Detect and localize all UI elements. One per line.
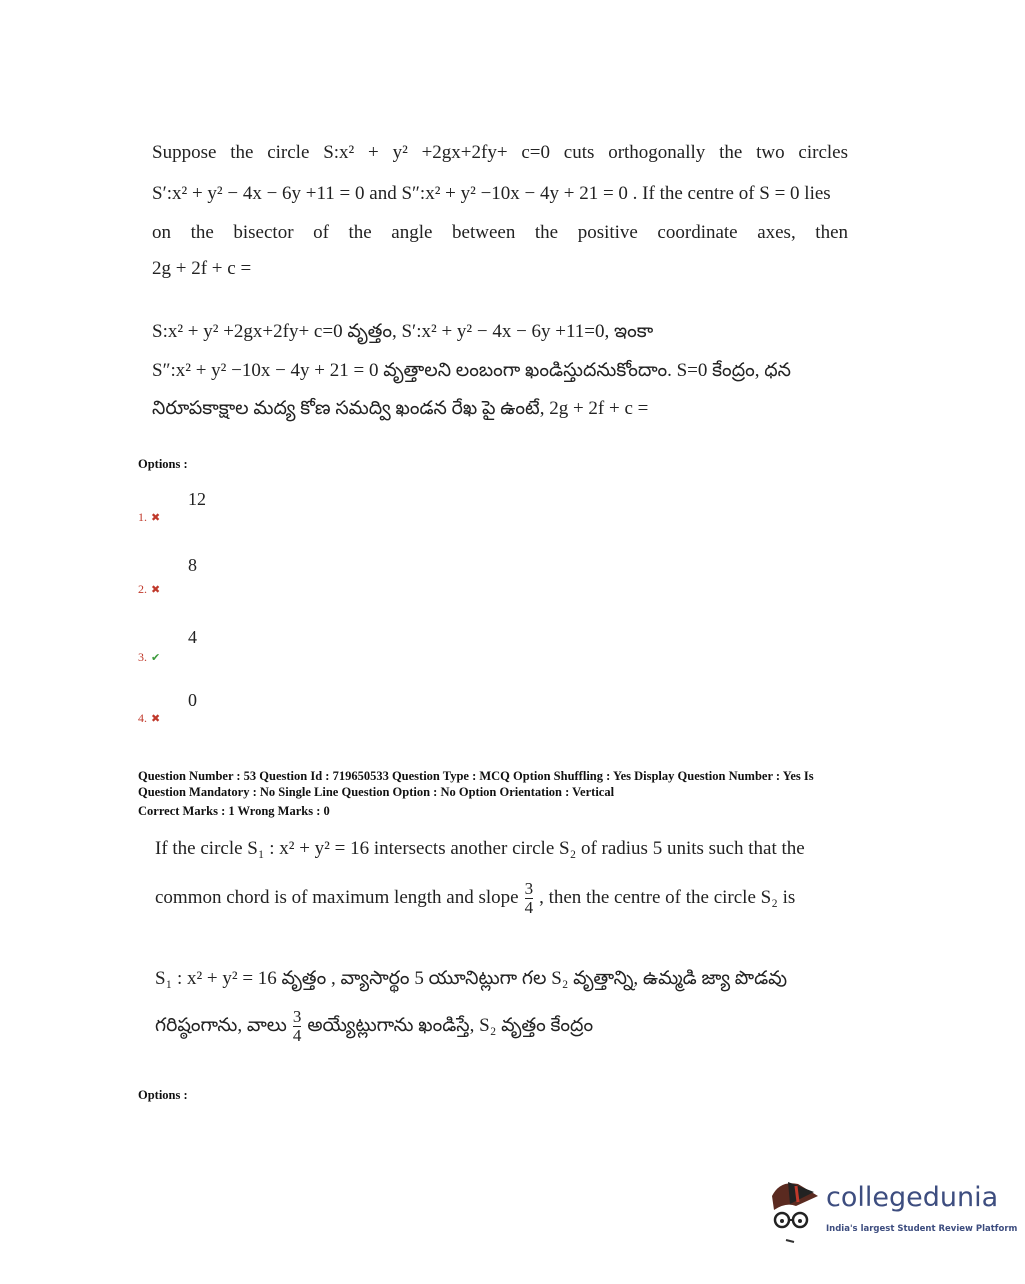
q2-english-line bbox=[155, 880, 795, 917]
option-number: 3. bbox=[138, 650, 147, 664]
brand-tagline: India's largest Student Review Platform bbox=[826, 1224, 1018, 1234]
fraction bbox=[293, 1008, 302, 1045]
option-3[interactable] bbox=[138, 650, 160, 665]
fraction bbox=[525, 880, 534, 917]
q2-text: గరిష్ఠంగాను, వాలు bbox=[155, 1014, 287, 1036]
options-label: Options : bbox=[138, 457, 188, 471]
option-value: 12 bbox=[188, 489, 206, 509]
collegedunia-logo bbox=[766, 1176, 1018, 1246]
q2-telugu-line bbox=[155, 1008, 593, 1045]
wrong-icon: ✖ bbox=[151, 512, 161, 524]
question-meta: Question Number : 53 Question Id : 719650533 Question Type : MCQ Option Shuffling : Yes Display Question Number : Yes Is bbox=[138, 769, 814, 783]
q2-text: , then the centre of the circle S₂ is bbox=[539, 886, 796, 908]
q1-telugu-line: నిరూపకాక్షాల మద్య కోణ సమద్వి ఖండన రేఖ పై ఉంటే, 2g + 2f + c = bbox=[152, 398, 649, 419]
question-meta: Question Mandatory : No Single Line Question Option : No Option Orientation : Vertical bbox=[138, 785, 615, 799]
option-number: 2. bbox=[138, 582, 147, 596]
option-number: 1. bbox=[138, 510, 147, 524]
mascot-icon bbox=[766, 1176, 826, 1246]
q1-english-line: on the bisector of the angle between the positive coordinate axes, then bbox=[152, 222, 848, 243]
q1-telugu-line: S:x² + y² +2gx+2fy+ c=0 వృత్తం, S′:x² + y² − 4x − 6y +11=0, ఇంకా bbox=[152, 321, 654, 342]
q1-english-line: S′:x² + y² − 4x − 6y +11 = 0 and S″:x² + y² −10x − 4y + 21 = 0 . If the centre of S = 0 lies bbox=[152, 183, 831, 204]
numerator: 3 bbox=[524, 879, 534, 898]
option-number: 4. bbox=[138, 711, 147, 725]
option-1[interactable] bbox=[138, 510, 160, 525]
q2-telugu-line: S₁ : x² + y² = 16 వృత్తం , వ్యాసార్థం 5 యూనిట్లుగా గల S₂ వృత్తాన్ని, ఉమ్మడి జ్యా పొడవు bbox=[155, 968, 788, 989]
question-meta: Correct Marks : 1 Wrong Marks : 0 bbox=[138, 804, 330, 818]
option-2[interactable] bbox=[138, 582, 160, 597]
check-icon: ✔ bbox=[151, 652, 161, 664]
wrong-icon: ✖ bbox=[151, 584, 161, 596]
q1-english-line: 2g + 2f + c = bbox=[152, 258, 252, 279]
option-4[interactable] bbox=[138, 711, 160, 726]
numerator: 3 bbox=[292, 1007, 302, 1026]
option-value: 4 bbox=[188, 627, 197, 647]
denominator: 4 bbox=[292, 1026, 302, 1045]
q2-english-line: If the circle S₁ : x² + y² = 16 intersects another circle S₂ of radius 5 units such that the bbox=[155, 838, 805, 859]
wrong-icon: ✖ bbox=[151, 713, 161, 725]
q2-text: అయ్యేట్లుగాను ఖండిస్తే, S₂ వృత్తం కేంద్రం bbox=[307, 1014, 594, 1036]
options-label: Options : bbox=[138, 1088, 188, 1102]
option-value: 8 bbox=[188, 555, 197, 575]
q1-telugu-line: S″:x² + y² −10x − 4y + 21 = 0 వృత్తాలని లంబంగా ఖండిస్తుదనుకోందాం. S=0 కేంద్రం, ధన bbox=[152, 360, 791, 381]
brand-name: collegedunia bbox=[826, 1182, 999, 1213]
q2-text: common chord is of maximum length and slope bbox=[155, 886, 519, 908]
denominator: 4 bbox=[524, 898, 534, 917]
q1-english-line: Suppose the circle S:x² + y² +2gx+2fy+ c=0 cuts orthogonally the two circles bbox=[152, 142, 848, 163]
option-value: 0 bbox=[188, 690, 197, 710]
